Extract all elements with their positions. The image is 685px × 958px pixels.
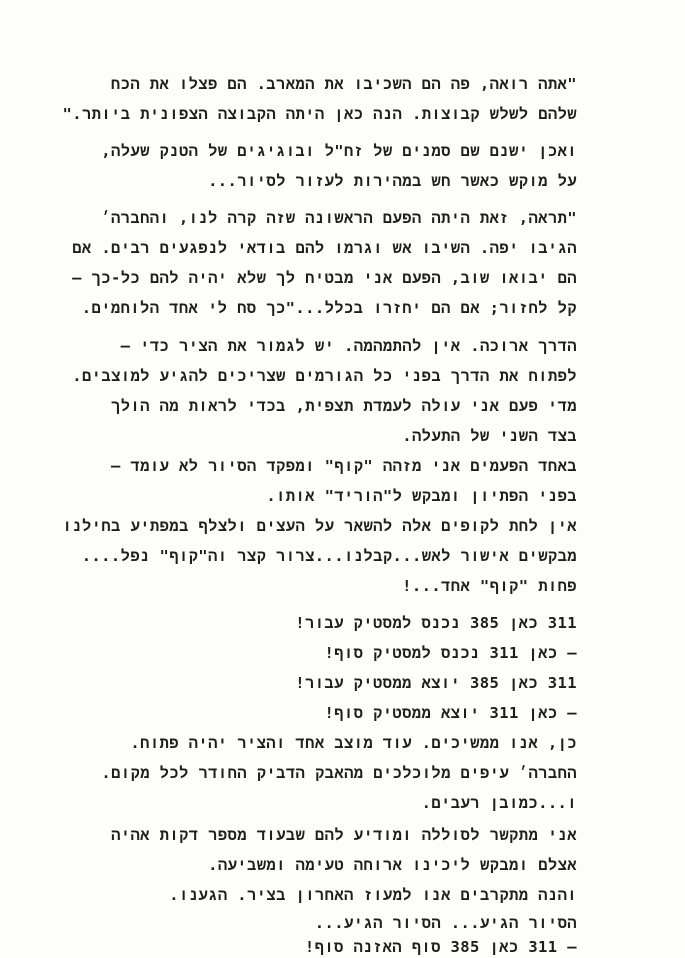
radio-line: 311 כאן 385 נכנס למסטיק עבור! — [295, 614, 577, 632]
radio-line: – כאן 311 יוצא ממסטיק סוף! — [324, 704, 577, 722]
text-line: על מוקש כאשר חש במהירות לעזור לסיור... — [208, 172, 577, 190]
text-line: והנה מתקרבים אנו למעוז האחרון בציר. הגענו. — [169, 886, 577, 904]
text-line: שלהם לשלש קבוצות. הנה כאן היתה הקבוצה הצפונית ביותר." — [62, 105, 577, 123]
text-line: אין לחת לקופים אלה להשאר על העצים ולצלף במפתיע בחילנו — [62, 517, 577, 535]
text-line: "תראה, זאת היתה הפעם הראשונה שזה קרה לנו, והחברה׳ — [101, 209, 577, 227]
radio-line: – כאן 311 נכנס למסטיק סוף! — [324, 644, 577, 662]
text-line: "אתה רואה, פה הם השכיבו את המארב. הם פצלו את הכח — [110, 75, 577, 93]
radio-line: – 311 כאן 385 סוף האזנה סוף! — [304, 938, 577, 956]
text-line: קל לחזור; אם הם יחזרו בכלל..."כך סח לי אחד הלוחמים. — [81, 299, 577, 317]
text-line: לפתוח את הדרך בפני כל הגורמים שצריכים להגיע למוצבים. — [72, 367, 577, 385]
text-line: הם יבואו שוב, הפעם אני מבטיח לך שלא יהיה להם כל-כך – — [72, 269, 577, 287]
text-line: אצלם ומבקש ליכינו ארוחה טעימה ומשביעה. — [208, 856, 577, 874]
text-line: החברה׳ עיפים מלוכלכים מהאבק הדביק החודר לכל מקום. — [101, 764, 577, 782]
text-line: פחות "קוף" אחד...! — [402, 577, 577, 595]
text-line: בפני הפתיון ומבקש ל"הוריד" אותו. — [266, 487, 577, 505]
radio-line: 311 כאן 385 יוצא ממסטיק עבור! — [295, 674, 577, 692]
text-line: באחד הפעמים אני מזהה "קוף" ומפקד הסיור לא עומד – — [110, 457, 577, 475]
text-line: מבקשים אישור לאש...קבלנו...צרור קצר וה"קוף" נפל.... — [81, 547, 577, 565]
text-line: הדרך ארוכה. אין להתמהמה. יש לגמור את הציר כדי – — [120, 337, 577, 355]
text-line: כן, אנו ממשיכים. עוד מוצב אחד והציר יהיה פתוח. — [130, 734, 577, 752]
text-line: ואכן ישנם שם סמנים של זח"ל ובוגיגים של הטנק שעלה, — [101, 142, 577, 160]
text-line: ו...כמובן רעבים. — [421, 794, 577, 812]
text-line: הסיור הגיע... הסיור הגיע... — [314, 914, 577, 932]
text-line: מדי פעם אני עולה לעמדת תצפית, בכדי לראות מה הולך — [111, 397, 577, 415]
text-line: הגיבו יפה. השיבו אש וגרמו להם בודאי לנפגעים רבים. אם — [72, 239, 577, 257]
text-line: בצד השני של התעלה. — [402, 427, 577, 445]
text-line: אני מתקשר לסוללה ומודיע להם שבעוד מספר דקות אהיה — [111, 826, 577, 844]
